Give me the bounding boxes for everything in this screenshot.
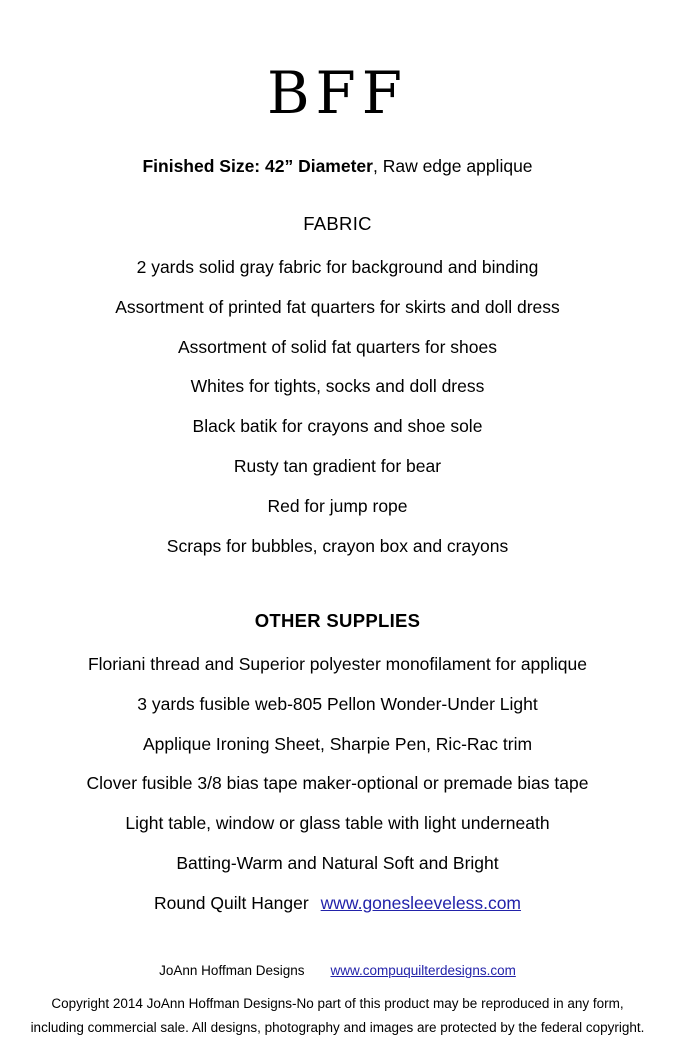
quilt-hanger-label: Round Quilt Hanger: [153, 893, 309, 914]
fabric-item: 2 yards solid gray fabric for background and binding: [136, 256, 539, 277]
fabric-item: Red for jump rope: [267, 496, 408, 517]
fabric-item: Assortment of printed fat quarters for skirts and doll dress: [115, 296, 560, 317]
fabric-heading: FABRIC: [303, 212, 372, 234]
other-supplies-item: Batting-Warm and Natural Soft and Bright: [176, 853, 499, 874]
other-supplies-item: Floriani thread and Superior polyester monofilament for applique: [87, 653, 588, 674]
fabric-item: Rusty tan gradient for bear: [233, 456, 442, 477]
fabric-item: Whites for tights, socks and doll dress: [190, 376, 485, 397]
finished-size-line: [142, 156, 532, 177]
gonesleeveless-link[interactable]: www.gonesleeveless.com: [320, 893, 522, 914]
footer: [30, 963, 645, 1039]
other-supplies-item: Applique Ironing Sheet, Sharpie Pen, Ric-Rac trim: [142, 733, 533, 754]
quilt-hanger-line: [154, 893, 521, 915]
compuquilterdesigns-link[interactable]: www.compuquilterdesigns.com: [330, 962, 516, 978]
fabric-item: Assortment of solid fat quarters for shoes: [177, 336, 498, 357]
fabric-item: Scraps for bubbles, crayon box and crayons: [166, 535, 509, 556]
finished-size-rest: , Raw edge applique: [372, 155, 533, 176]
fabric-item: Black batik for crayons and shoe sole: [192, 416, 483, 437]
other-supplies-heading: OTHER SUPPLIES: [254, 609, 421, 631]
footer-credit-line: [30, 963, 645, 978]
other-supplies-item: Light table, window or glass table with light underneath: [125, 813, 550, 834]
footer-copyright: Copyright 2014 JoAnn Hoffman Designs-No part of this product may be reproduced in any form, including commercial sale. All designs, photography and images are protected by the federal copyright.: [30, 995, 645, 1035]
finished-size-bold: Finished Size: 42” Diameter: [142, 155, 373, 176]
footer-company: JoAnn Hoffman Designs: [159, 962, 305, 978]
other-supplies-item: Clover fusible 3/8 bias tape maker-optional or premade bias tape: [86, 773, 589, 794]
other-supplies-item: 3 yards fusible web-805 Pellon Wonder-Under Light: [137, 693, 538, 714]
page-title: BFF: [266, 59, 409, 127]
